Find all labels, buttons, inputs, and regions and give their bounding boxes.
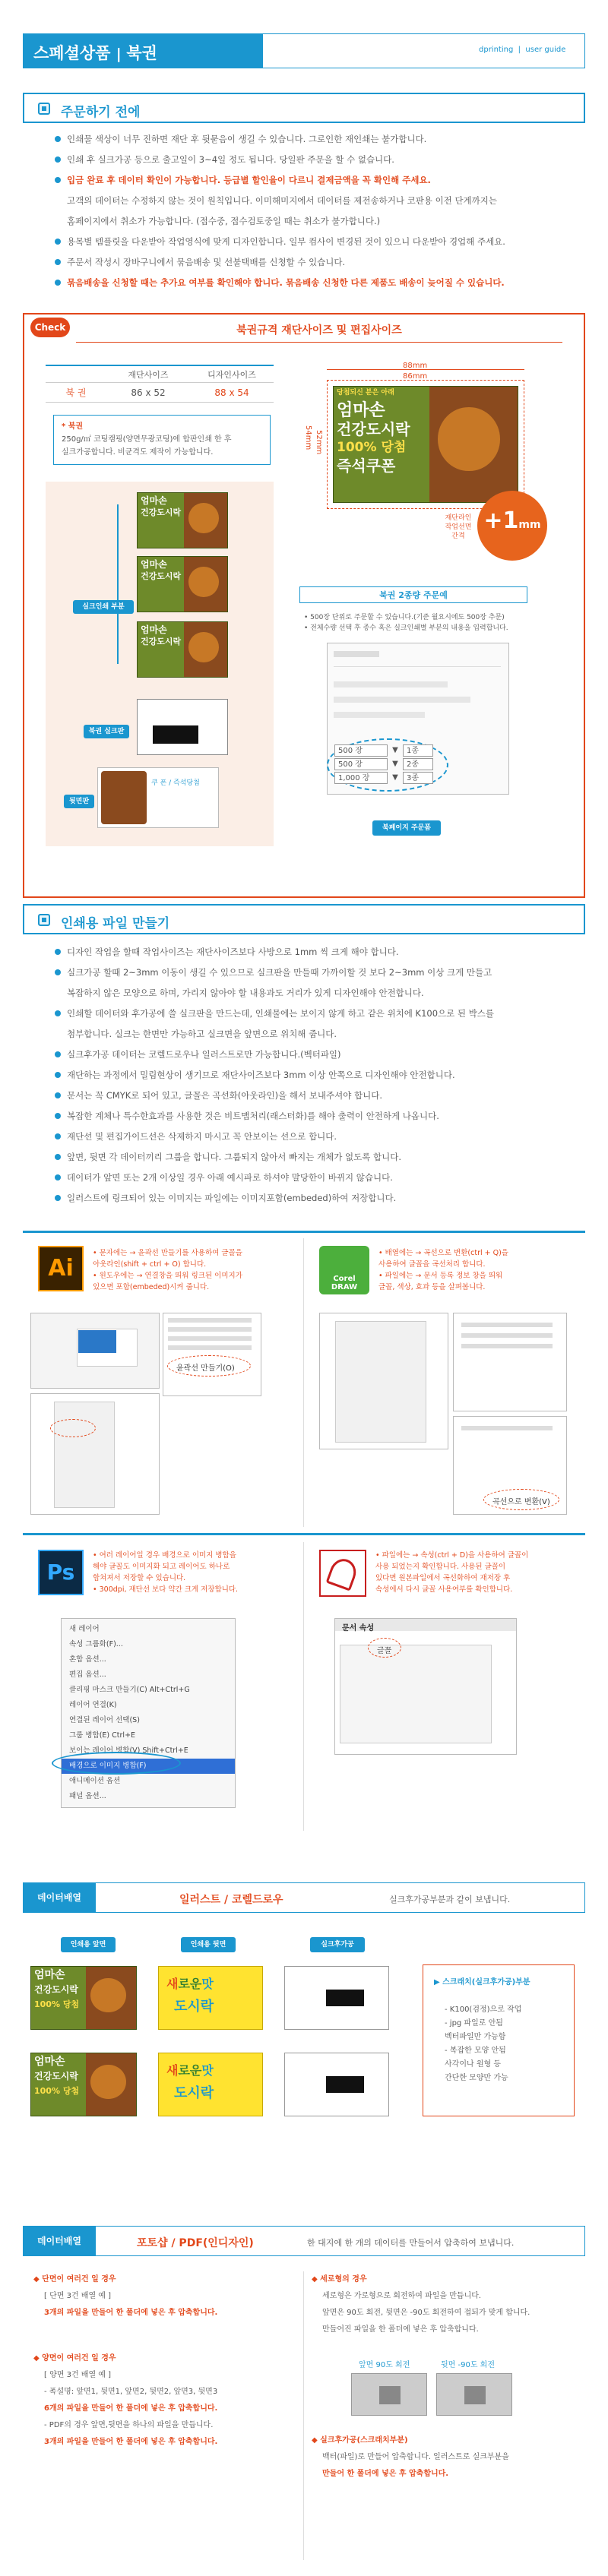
corel-notes xyxy=(378,1247,508,1293)
table-header xyxy=(46,366,106,382)
list-item: 인쇄물 색상이 너무 진하면 재단 후 뒷묻음이 생길 수 있습니다. 그로인한 재인쇄는 불가합니다. xyxy=(53,129,585,150)
silk-card-2 xyxy=(284,2053,389,2116)
order-note: • 500장 단위로 주문할 수 있습니다.(기준 월요시에도 500장 추문) xyxy=(304,614,505,621)
block-heading: ◆ 실크후가공(스크래치부분) xyxy=(312,2436,408,2445)
note-line: • 파일에는 → 속성(ctrl + D)을 사용하여 글꼴이 xyxy=(375,1551,529,1560)
box-line: - jpg 파일로 안됨 xyxy=(445,2019,503,2028)
list-item: 홈페이지에서 취소가 가능합니다. (접수중, 접수검토중일 때는 취소가 불가합니다.) xyxy=(67,216,381,226)
ai-ring-2 xyxy=(50,1419,96,1437)
menu-item[interactable]: 패널 옵션... xyxy=(69,1792,106,1800)
silk-label: 실크인쇄 부분 xyxy=(73,600,134,614)
note-line: * 북권 xyxy=(62,422,84,431)
block-line: 앞면은 90도 회전, 뒷면은 -90도 회전하여 접되가 맞게 합니다. xyxy=(322,2309,530,2317)
plus-caption xyxy=(439,514,477,541)
kind-field[interactable]: 3종 xyxy=(403,772,433,784)
size-table xyxy=(46,365,274,403)
card-line4: 즉석쿠폰 xyxy=(337,457,396,475)
plus-value: +1 xyxy=(483,507,519,534)
apps-vline xyxy=(303,1238,304,1527)
back-card-1: 새로운맛 도시락 xyxy=(158,1966,263,2030)
section-icon xyxy=(38,914,50,926)
rot-label-back: 뒷면 -90도 회전 xyxy=(441,2361,495,2369)
file-notes-list xyxy=(53,942,585,1209)
note-line: 실크가공합니다. 비균격도 제작이 가능합니다. xyxy=(62,448,214,457)
section-title: 주문하기 전에 xyxy=(61,105,141,120)
note-line: • 파일에는 → 문서 등록 정보 창을 띄워 xyxy=(378,1272,503,1280)
menu-item[interactable]: 애니메이션 옵션 xyxy=(69,1777,121,1785)
menu-item[interactable]: 그룹 병합(E) Ctrl+E xyxy=(69,1731,136,1740)
data1-title: 일러스트 / 코렐드로우 xyxy=(179,1894,283,1906)
plus-circle xyxy=(477,491,547,561)
kind-field[interactable]: 1종 xyxy=(403,744,433,757)
note-line: 합쳐져서 저장할 수 있습니다. xyxy=(93,1574,186,1582)
note-line: 있다면 원본파일에서 곡선화하여 재저장 후 xyxy=(375,1574,511,1582)
note-line: 아웃라인(shift + ctrl + O) 합니다. xyxy=(93,1260,207,1269)
menu-item[interactable]: 클리핑 마스크 만들기(C) Alt+Ctrl+G xyxy=(69,1686,190,1694)
coupon-card: 엄마손 건강도시락 xyxy=(137,556,228,612)
ps-menu xyxy=(61,1618,236,1808)
ai-screenshot-1 xyxy=(30,1313,160,1389)
block-line: - 폭설명: 앞면1, 뒷면1, 앞면2, 뒷면2, 앞면3, 뒷면3 xyxy=(44,2388,218,2396)
dim-inner-w: 86mm xyxy=(403,372,428,381)
food-image xyxy=(429,387,518,502)
silk-button: 실크후가공 xyxy=(310,1937,365,1952)
qty-select[interactable]: 500 장 xyxy=(334,758,388,770)
list-item: 재단하는 과정에서 밀림현상이 생기므로 재단사이즈보다 3mm 이상 안쪽으로 디자인해야 안전합니다. xyxy=(53,1065,585,1086)
list-item: 묶음배송을 신청할 때는 추가요 여부를 확인해야 합니다. 묶음배송 신청한 다른 제품도 배송이 늦어질 수 있습니다. xyxy=(53,273,585,293)
order-notes xyxy=(304,612,508,634)
pdf-doc-tag: 문서 속성 xyxy=(342,1624,375,1633)
back-card-2: 새로운맛 도시락 xyxy=(158,2053,263,2116)
list-item: 문서는 꼭 CMYK로 되어 있고, 글꼴은 곡선화(아웃라인)을 해서 보내주셔야 합니다. xyxy=(53,1086,585,1106)
table-cell: 88 x 54 xyxy=(214,387,249,398)
ai-screenshot-2 xyxy=(163,1313,261,1396)
front-label: 뒷면판 xyxy=(64,795,94,808)
order-notes-list xyxy=(53,129,585,293)
block-line: 만들어진 파일을 한 폴더에 넣은 후 압축합니다. xyxy=(322,2325,479,2334)
caption-line: 작업선면 xyxy=(445,523,472,531)
dim-line-top xyxy=(327,369,524,370)
list-item: 일러스트에 링크되어 있는 이미지는 파일에는 이미지포함(embeded)하여 저장합니다. xyxy=(53,1188,585,1209)
header-links: dprinting | user guide xyxy=(479,46,566,54)
block-line: 세로형은 가로형으로 회전하여 파일을 만듭니다. xyxy=(322,2292,482,2300)
front-card-1: 엄마손 건강도시락 100% 당첨 xyxy=(30,1966,137,2030)
card-top: 당첨되신 분은 아래 xyxy=(337,389,394,397)
menu-item[interactable]: 새 레이어 xyxy=(69,1625,100,1633)
order-note: • 전체수량 선택 후 종수 혹은 실크인쇄별 부분의 내용을 입력합니다. xyxy=(304,624,508,632)
acrobat-icon xyxy=(319,1550,366,1597)
list-item: 복잡한 계체나 특수한효과를 사용한 것은 비트맵처리(래스터화)를 해야 출력이 안전하게 나옵니다. xyxy=(53,1106,585,1127)
dim-outer-h: 54mm xyxy=(304,425,312,450)
card-line2: 건강도시락 xyxy=(337,420,410,438)
pdf-notes xyxy=(375,1550,528,1595)
silk-block xyxy=(312,2432,509,2483)
ai-notes xyxy=(93,1247,242,1293)
list-item: 실크가공 할때 2~3mm 이동이 생길 수 있으므로 실크판을 만들때 가까이할 것 보다 2~3mm 이상 크게 만들고 xyxy=(53,962,585,983)
note-line: 해야 글꼴도 이미지화 되고 레이어도 하나로 xyxy=(93,1563,230,1571)
menu-item[interactable]: 속성 그룹화(F)... xyxy=(69,1640,123,1648)
note-line: 사용 되었는지 확인합니다. 사용된 글꼴이 xyxy=(375,1563,506,1571)
apps-divider-mid xyxy=(23,1533,585,1535)
section-file-making xyxy=(23,904,585,934)
list-item: 복잡하지 않은 모양으로 하며, 가리지 않아야 할 내용과도 거리가 있게 디자인해야 안전합니다. xyxy=(67,988,424,998)
list-item: 주문서 작성시 장바구니에서 묶음배송 및 선불택배를 신청할 수 있습니다. xyxy=(53,252,585,273)
menu-item[interactable]: 혼합 옵션... xyxy=(69,1655,106,1664)
data1-desc: 실크후가공부분과 같이 보냅니다. xyxy=(389,1895,511,1904)
box-title: ▶ 스크래치(실크후가공)부분 xyxy=(434,1978,530,1987)
kind-field[interactable]: 2종 xyxy=(403,758,433,770)
front-card-2: 엄마손 건강도시락 100% 당첨 xyxy=(30,2053,137,2116)
table-cell: 86 x 52 xyxy=(131,387,166,398)
order-form-button[interactable]: 북페이지 주문폼 xyxy=(372,820,441,836)
dim-inner-h: 52mm xyxy=(315,430,323,455)
vertical-block xyxy=(312,2271,530,2338)
scratch-info-box xyxy=(423,1964,575,2116)
menu-item-selected[interactable]: 배경으로 이미지 병합(F) xyxy=(62,1759,235,1774)
data2-vline xyxy=(303,2271,304,2560)
block-line: [ 양면 3건 배열 예 ] xyxy=(44,2371,112,2379)
coupon-sample: 쿠 폰 / 즉석당첨 xyxy=(97,767,219,828)
list-item: 데이터가 앞면 또는 2개 이상일 경우 아래 예시파로 하셔야 말당한이 바뀌지 않습니다. xyxy=(53,1168,585,1188)
section-order-before xyxy=(23,93,585,123)
data1-tag: 데이터배열 xyxy=(23,1882,96,1913)
caption-line: 재단라인 xyxy=(445,514,472,522)
rot-box-back xyxy=(436,2373,512,2416)
block-heading: ◆ 단면이 여러건 일 경우 xyxy=(33,2275,116,2284)
photoshop-icon: Ps xyxy=(38,1550,84,1595)
qty-rows: 500 장 ▼ 1종 500 장 ▼ 2종 1,000 장 ▼ 3종 xyxy=(334,744,441,785)
qty-select[interactable]: 1,000 장 xyxy=(334,772,388,784)
coupon-card: 엄마손 건강도시락 xyxy=(137,492,228,548)
box-line: 벡터파일만 가능함 xyxy=(445,2033,506,2041)
print-front-button: 인쇄용 앞면 xyxy=(61,1937,116,1952)
dim-outer-w: 88mm xyxy=(403,362,428,370)
box-line: - K100(검정)으로 작업 xyxy=(445,2005,522,2014)
list-item: 인쇄할 데이터와 후가공에 쓸 실크판을 만드는데, 인쇄물에는 보이지 않게 하고 같은 위치에 K100으로 된 박스를 xyxy=(53,1004,585,1024)
list-item: 용목별 템플릿을 다운받아 작업영식에 맞게 디자인합니다. 일부 컴사이 변경된 것이 있으니 다운받아 경업해 주세요. xyxy=(53,232,585,252)
plus-unit: mm xyxy=(518,519,541,531)
qty-select[interactable]: 500 장 xyxy=(334,744,388,757)
rot-box-front xyxy=(351,2373,427,2416)
menu-item[interactable]: 레이어 연결(K) xyxy=(69,1701,117,1709)
block-line: 6개의 파일을 만들어 한 폴더에 넣은 후 압축합니다. xyxy=(44,2404,218,2413)
card-brand: 엄마손 xyxy=(337,401,385,420)
caption-line: 간격 xyxy=(451,533,465,540)
check-divider xyxy=(76,342,562,343)
ps-notes xyxy=(93,1550,238,1595)
silk-plate xyxy=(137,699,228,755)
section-icon xyxy=(38,103,50,115)
list-item: 실크후가공 데이터는 코렐드로우나 일러스트로만 가능합니다.(벡터파일) xyxy=(53,1045,585,1065)
menu-item[interactable]: 편집 옵션... xyxy=(69,1670,106,1679)
box-line: 사각이나 원형 등 xyxy=(445,2060,501,2069)
menu-item[interactable]: 보이는 레이어 병합(V) Shift+Ctrl+E xyxy=(69,1746,188,1755)
list-item: 고객의 데이터는 수정하지 않는 것이 원칙입니다. 이미해미지에서 데이터를 제전송하거나 코판용 이전 단계까지는 xyxy=(67,195,497,206)
silk-card-1 xyxy=(284,1966,389,2030)
list-item: 앞면, 뒷면 각 데이터끼리 그룹을 합니다. 그룹되지 않아서 빠지는 개체가 없도록 합니다. xyxy=(53,1147,585,1168)
table-header: 재단사이즈 xyxy=(128,370,169,380)
ai-tag: 윤곽선 만들기(O) xyxy=(176,1364,235,1373)
menu-item[interactable]: 연결된 레이어 선택(S) xyxy=(69,1716,140,1724)
check-badge: Check xyxy=(30,318,70,337)
subtitle-text: 북권 xyxy=(126,44,157,62)
ps-highlight xyxy=(52,1752,181,1775)
corel-tag-ring xyxy=(483,1489,559,1510)
block-line: 3개의 파일을 만들어 한 폴더에 넣은 후 압축합니다. xyxy=(44,2309,218,2317)
box-line: - 복잡한 모양 안됨 xyxy=(445,2047,506,2055)
note-line: • 300dpi, 재단선 보다 약간 크게 저장합니다. xyxy=(93,1585,239,1594)
silk-arrow-line xyxy=(117,504,119,664)
coreldraw-icon: Corel DRAW xyxy=(319,1246,369,1294)
apps-vline xyxy=(303,1542,304,1831)
data2-desc: 한 대지에 한 개의 데이터를 만들어서 압축하여 보냅니다. xyxy=(307,2238,515,2248)
pdf-font-tag: 글꼴 xyxy=(377,1647,392,1655)
list-item: 첨부합니다. 실크는 한면만 가능하고 실크면을 앞면으로 위치해 줍니다. xyxy=(67,1029,337,1039)
coupon-card-large xyxy=(333,386,518,503)
note-line: 속성에서 다시 글꼴 사용여부를 확인합니다. xyxy=(375,1585,513,1594)
data2-tag: 데이터배열 xyxy=(23,2226,96,2256)
note-line: 글꼴, 색상, 효과 등을 살펴봅니다. xyxy=(378,1283,486,1291)
corel-tag: 곡선으로 변환(V) xyxy=(492,1498,550,1506)
ai-screenshot-3 xyxy=(30,1393,160,1515)
note-line: • 윈도우에는 → 연결창을 띄워 링크된 이미지가 xyxy=(93,1272,242,1280)
box-line: 간단한 모양만 가능 xyxy=(445,2074,508,2082)
block-line: - PDF의 경우 앞면,뒷면을 하나의 파일을 만듭니다. xyxy=(44,2421,214,2429)
print-back-button: 인쇄용 뒷면 xyxy=(181,1937,236,1952)
rot-label-front: 앞면 90도 회전 xyxy=(359,2361,410,2369)
table-header: 디자인사이즈 xyxy=(207,370,256,380)
page-title: 스페셜상품 | 북권 xyxy=(33,44,157,62)
section-title: 인쇄용 파일 만들기 xyxy=(61,916,170,931)
note-line: • 배열에는 → 곡선으로 변환(ctrl + Q)을 xyxy=(378,1249,508,1257)
check-title: 북권규격 재단사이즈 및 편집사이즈 xyxy=(236,324,402,337)
list-item: 디자인 작업을 할때 작업사이즈는 재단사이즈보다 사방으로 1mm 씩 크게 해야 합니다. xyxy=(53,942,585,962)
coupon-card: 엄마손 건강도시락 xyxy=(137,621,228,678)
title-text: 스페셜상품 xyxy=(33,44,111,62)
list-item: 인쇄 후 실크가공 등으로 출고일이 3~4일 정도 됩니다. 당일판 주문을 할 수 없습니다. xyxy=(53,150,585,170)
pdf-screenshot xyxy=(334,1618,517,1755)
note-line: 있으면 포함(embeded)시켜 줍니다. xyxy=(93,1283,210,1291)
block-line: 백터(파일)로 만들어 압축합니다. 일러스트로 실크부분을 xyxy=(322,2453,509,2461)
corel-screenshot-2 xyxy=(453,1313,567,1411)
link-dprinting[interactable]: dprinting xyxy=(479,46,514,54)
list-item: 재단선 및 편집가이드선은 삭제하지 마시고 꼭 안보이는 선으로 합니다. xyxy=(53,1127,585,1147)
paper-note xyxy=(53,415,271,465)
table-cell: 북 권 xyxy=(65,387,87,398)
block-heading: ◆ 세로형의 경우 xyxy=(312,2275,367,2284)
back-label: 북권 실크판 xyxy=(84,725,129,738)
block-line: 만들어 한 폴더에 넣은 후 압축합니다. xyxy=(322,2470,449,2478)
note-line: 사용하여 글꼴을 곡선처리 합니다. xyxy=(378,1260,486,1269)
block-heading: ◆ 양면이 여러건 일 경우 xyxy=(33,2354,116,2363)
note-line: 250g/㎡ 코팅캠핑(양면무광코팅)에 합판인쇄 한 후 xyxy=(62,435,232,444)
single-side-block xyxy=(33,2271,217,2322)
illustrator-icon: Ai xyxy=(38,1246,84,1291)
corel-screenshot-1 xyxy=(319,1313,448,1449)
note-line: • 문자에는 → 윤곽선 만들기를 사용하여 글꼴을 xyxy=(93,1249,242,1257)
block-line: [ 단면 3건 배열 예 ] xyxy=(44,2292,112,2300)
pdf-font-ring xyxy=(368,1638,401,1658)
data2-title: 포토샵 / PDF(인디자인) xyxy=(137,2237,254,2249)
note-line: • 여러 레이어일 경우 배경으로 이미지 병합을 xyxy=(93,1551,236,1560)
double-side-block xyxy=(33,2350,217,2451)
apps-divider-top xyxy=(23,1231,585,1233)
list-item: 입금 완료 후 데이터 확인이 가능합니다. 등급별 할인율이 다르니 결제금액을 꼭 확인해 주세요. xyxy=(53,170,585,191)
block-line: 3개의 파일을 만들어 한 폴더에 넣은 후 압축합니다. xyxy=(44,2438,218,2446)
ai-tag-ring xyxy=(167,1355,251,1377)
link-user-guide[interactable]: user guide xyxy=(525,46,566,54)
order-title: 북권 2종량 주문예 xyxy=(299,586,527,603)
card-line3: 100% 당첨 xyxy=(337,440,407,455)
